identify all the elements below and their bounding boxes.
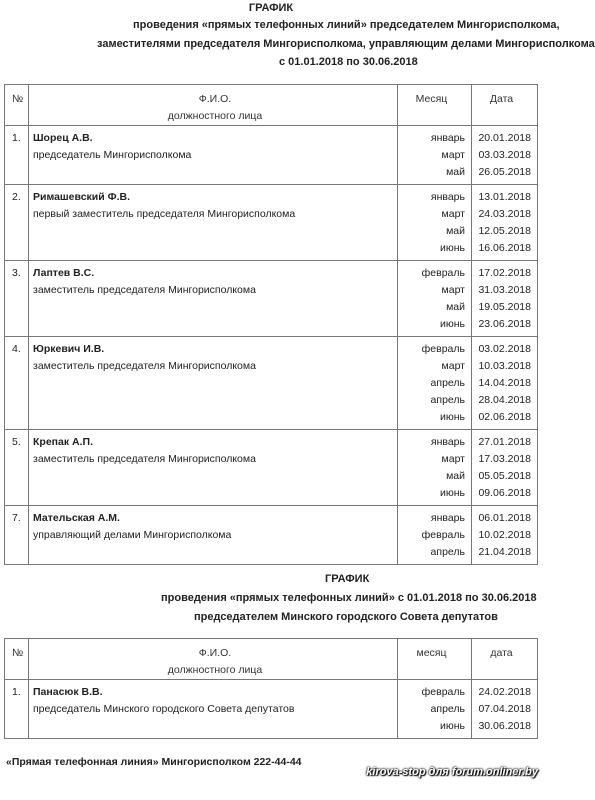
date-value: 03.03.2018 [478,149,531,161]
date-value: 19.05.2018 [478,301,531,313]
hotline-footer: «Прямая телефонная линия» Мингорисполком 222-44-44 [6,756,302,768]
dates-cell [472,261,538,337]
date-value: 31.03.2018 [478,284,531,296]
row-number: 2. [5,185,29,261]
date-value: 17.02.2018 [478,267,531,279]
month-value: апрель [430,394,465,406]
schedule1-subtitle-line2: проведения «прямых телефонных линий» председателем Мингорисполкома, [133,19,560,31]
month-value: июнь [439,318,465,330]
table-header-row [5,639,538,680]
official-name: Крепак А.П. [33,436,93,448]
date-value: 10.03.2018 [478,360,531,372]
table-row [5,430,538,506]
month-value: январь [430,512,465,524]
month-value: март [441,149,465,161]
month-value: июнь [439,487,465,499]
row-number: 1. [5,126,29,185]
header-month: Месяц [398,85,472,126]
date-value: 24.02.2018 [478,686,531,698]
table-row [5,126,538,185]
date-value: 24.03.2018 [478,208,531,220]
date-value: 28.04.2018 [478,394,531,406]
date-value: 06.01.2018 [478,512,531,524]
official-cell [29,185,398,261]
date-value: 17.03.2018 [478,453,531,465]
official-name: Панасюк В.В. [33,686,103,698]
official-position: заместитель председателя Мингорисполкома [33,360,256,372]
month-value: март [441,453,465,465]
header-date: Дата [472,85,538,126]
month-value: июнь [439,720,465,732]
month-value: январь [430,132,465,144]
schedule2-subtitle-line3: председателем Минского городского Совета депутатов [194,611,498,623]
month-value: май [446,301,465,313]
month-value: апрель [430,546,465,558]
row-number: 5. [5,430,29,506]
month-value: февраль [421,343,465,355]
official-name: Лаптев В.С. [33,267,95,279]
months-cell [398,680,472,739]
dates-cell [472,126,538,185]
official-name: Римашевский Ф.В. [33,191,131,203]
date-value: 16.06.2018 [478,242,531,254]
date-value: 30.06.2018 [478,720,531,732]
table-row [5,680,538,739]
month-value: январь [430,436,465,448]
month-value: февраль [421,529,465,541]
schedule1-period: с 01.01.2018 по 30.06.2018 [279,56,418,68]
schedule1-table [4,84,538,565]
date-value: 07.04.2018 [478,703,531,715]
schedule2-table [4,638,538,739]
date-value: 03.02.2018 [478,343,531,355]
date-value: 14.04.2018 [478,377,531,389]
table-row [5,261,538,337]
dates-cell [472,506,538,565]
month-value: май [446,166,465,178]
date-value: 05.05.2018 [478,470,531,482]
header-name-line1: Ф.И.О. [198,647,232,659]
official-name: Шорец А.В. [33,132,93,144]
row-number: 1. [5,680,29,739]
row-number: 4. [5,337,29,430]
schedule2-subtitle-line2: проведения «прямых телефонных линий» с 01.01.2018 по 30.06.2018 [161,592,537,604]
table-header-row [5,85,538,126]
official-position: заместитель председателя Мингорисполкома [33,284,256,296]
table-row [5,506,538,565]
header-name-line2: должностного лица [167,110,263,122]
dates-cell [472,337,538,430]
months-cell [398,430,472,506]
month-value: март [441,360,465,372]
official-cell [29,430,398,506]
schedule1-title: ГРАФИК [248,2,294,14]
date-value: 20.01.2018 [478,132,531,144]
header-name [29,639,398,680]
official-cell [29,337,398,430]
row-number: 7. [5,506,29,565]
official-position: управляющий делами Мингорисполкома [33,529,232,541]
header-month: месяц [398,639,472,680]
date-value: 09.06.2018 [478,487,531,499]
month-value: март [441,208,465,220]
dates-cell [472,680,538,739]
month-value: апрель [430,377,465,389]
months-cell [398,506,472,565]
header-num: № [5,85,29,126]
official-cell [29,680,398,739]
date-value: 27.01.2018 [478,436,531,448]
month-value: май [446,470,465,482]
header-date: дата [472,639,538,680]
date-value: 13.01.2018 [478,191,531,203]
date-value: 23.06.2018 [478,318,531,330]
dates-cell [472,185,538,261]
dates-cell [472,430,538,506]
watermark: kirova-stop для forum.onliner.by [366,766,538,778]
schedule1-subtitle-line3: заместителями председателя Мингорисполкома, управляющим делами Мингорисполкома [97,38,595,50]
month-value: апрель [430,703,465,715]
official-position: заместитель председателя Мингорисполкома [33,453,256,465]
months-cell [398,126,472,185]
official-position: председатель Мингорисполкома [33,149,192,161]
official-cell [29,261,398,337]
header-name-line2: должностного лица [167,664,263,676]
date-value: 12.05.2018 [478,225,531,237]
months-cell [398,337,472,430]
date-value: 21.04.2018 [478,546,531,558]
date-value: 26.05.2018 [478,166,531,178]
date-value: 02.06.2018 [478,411,531,423]
month-value: июнь [439,411,465,423]
official-cell [29,126,398,185]
header-name-line1: Ф.И.О. [198,93,232,105]
official-position: первый заместитель председателя Мингорисполкома [33,208,296,220]
month-value: январь [430,191,465,203]
month-value: май [446,225,465,237]
header-name [29,85,398,126]
month-value: июнь [439,242,465,254]
month-value: февраль [421,686,465,698]
month-value: февраль [421,267,465,279]
row-number: 3. [5,261,29,337]
table-row [5,337,538,430]
official-position: председатель Минского городского Совета депутатов [33,703,295,715]
official-cell [29,506,398,565]
months-cell [398,261,472,337]
table-row [5,185,538,261]
official-name: Юркевич И.В. [33,343,105,355]
date-value: 10.02.2018 [478,529,531,541]
month-value: март [441,284,465,296]
months-cell [398,185,472,261]
schedule2-title: ГРАФИК [325,573,370,585]
official-name: Мательская А.М. [33,512,120,524]
header-num: № [5,639,29,680]
